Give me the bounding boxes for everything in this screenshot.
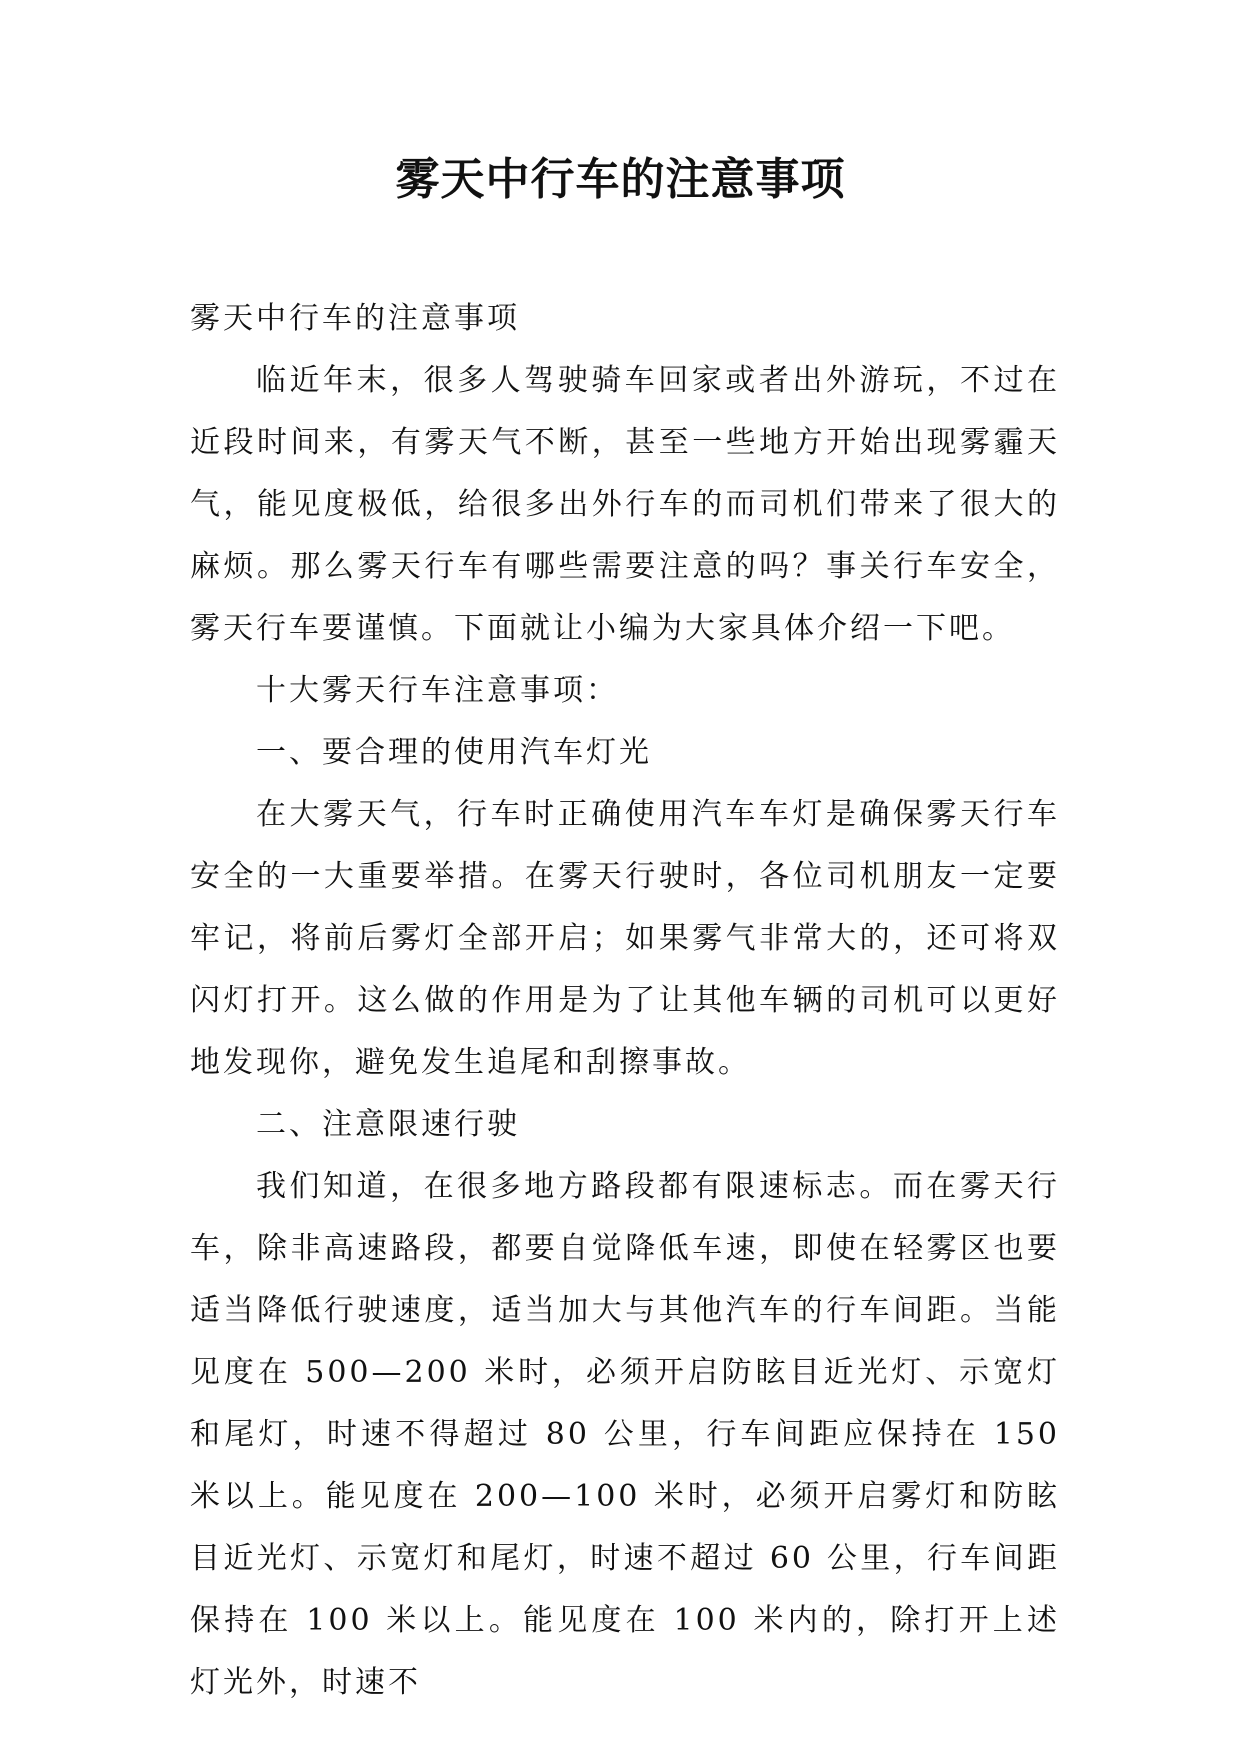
section-heading: 雾天中行车的注意事项 bbox=[190, 301, 520, 336]
item-2-heading: 二、注意限速行驶 bbox=[256, 1107, 520, 1142]
list-heading: 十大雾天行车注意事项： bbox=[256, 673, 619, 708]
item-1-paragraph: 在大雾天气，行车时正确使用汽车车灯是确保雾天行车安全的一大重要举措。在雾天行驶时，各位司机朋友一定要牢记，将前后雾灯全部开启；如果雾气非常大的，还可将双闪灯打开。这么做的作用是为了让其他车辆的司机可以更好地发现你，避免发生追尾和刮擦事故。 bbox=[190, 797, 1060, 1080]
item-2-paragraph: 我们知道，在很多地方路段都有限速标志。而在雾天行车，除非高速路段，都要自觉降低车速，即使在轻雾区也要适当降低行驶速度，适当加大与其他汽车的行车间距。当能见度在 500—200 米时，必须开启防眩目近光灯、示宽灯和尾灯，时速不得超过 80 公里，行车间距应保持在 150 米以上。能见度在 200—100 米时，必须开启雾灯和防眩目近光灯、示宽灯和尾灯，时速不超过 60 公里，行车间距保持在 100 米以上。能见度在 100 米内的，除打开上述灯光外，时速不 bbox=[190, 1169, 1060, 1700]
document-title: 雾天中行车的注意事项 bbox=[395, 154, 846, 205]
intro-paragraph: 临近年末，很多人驾驶骑车回家或者出外游玩，不过在近段时间来，有雾天气不断，甚至一些地方开始出现雾霾天气，能见度极低，给很多出外行车的而司机们带来了很大的麻烦。那么雾天行车有哪些需要注意的吗？事关行车安全，雾天行车要谨慎。下面就让小编为大家具体介绍一下吧。 bbox=[190, 363, 1060, 646]
item-1-heading: 一、要合理的使用汽车灯光 bbox=[256, 735, 652, 770]
document-body bbox=[190, 288, 1060, 1714]
